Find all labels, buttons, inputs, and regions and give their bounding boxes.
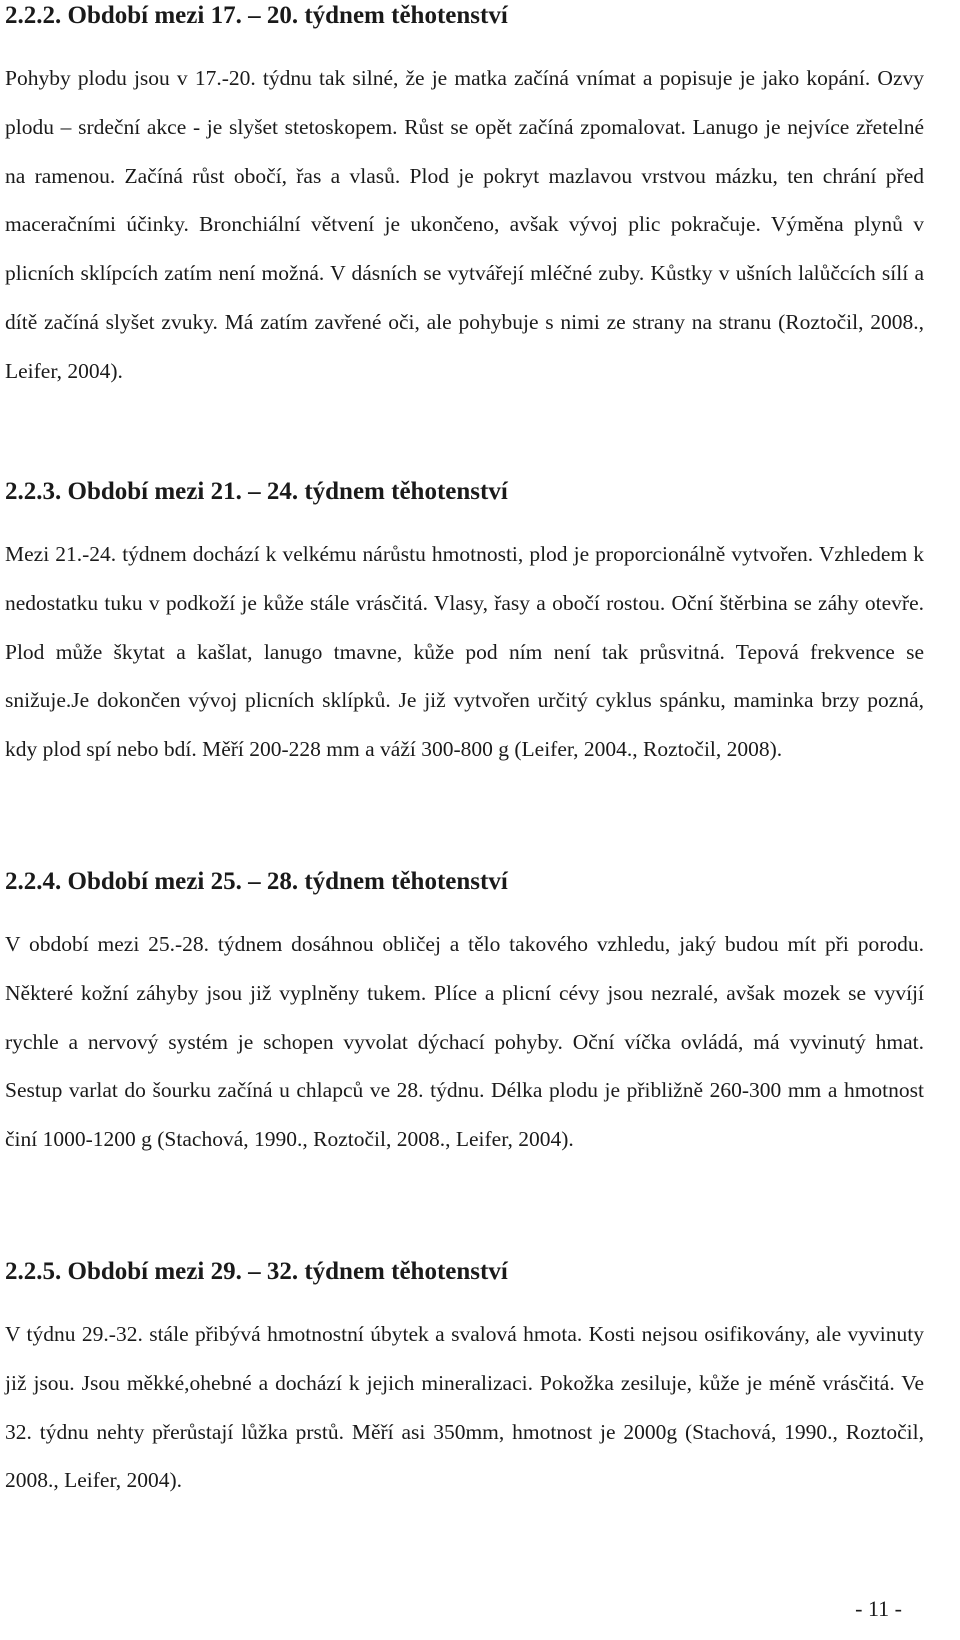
section-17-20-weeks (5, 0, 924, 396)
page-number: - 11 - (855, 1596, 902, 1621)
section-25-28-weeks (5, 866, 924, 1164)
section-paragraph: Pohyby plodu jsou v 17.-20. týdnu tak silné, že je matka začíná vnímat a popisuje je jako kopání. Ozvy plodu – srdeční akce - je slyšet stetoskopem. Růst se opět začíná zpomalovat. Lanugo je nejvíce zřetelné na ramenou. Začíná růst obočí, řas a vlasů. Plod je pokryt mazlavou vrstvou mázku, ten chrání před maceračními účinky. Bronchiální větvení je ukončeno, avšak vývoj plic pokračuje. Výměna plynů v plicních sklípcích zatím není možná. V dásních se vytvářejí mléčné zuby. Kůstky v ušních lalůčcích sílí a dítě začíná slyšet zvuky. Má zatím zavřené oči, ale pohybuje s nimi ze strany na stranu (Roztočil, 2008., Leifer, 2004). (5, 66, 924, 383)
section-heading: 2.2.2. Období mezi 17. – 20. týdnem těhotenství (5, 2, 508, 29)
section-heading: 2.2.4. Období mezi 25. – 28. týdnem těhotenství (5, 868, 508, 895)
section-21-24-weeks (5, 476, 924, 774)
section-29-32-weeks (5, 1256, 924, 1505)
section-paragraph: Mezi 21.-24. týdnem dochází k velkému nárůstu hmotnosti, plod je proporcionálně vytvořen. Vzhledem k nedostatku tuku v podkoží je kůže stále vrásčitá. Vlasy, řasy a obočí rostou. Oční štěrbina se záhy otevře. Plod může škytat a kašlat, lanugo tmavne, kůže pod ním není tak průsvitná. Tepová frekvence se snižuje.Je dokončen vývoj plicních sklípků. Je již vytvořen určitý cyklus spánku, maminka brzy pozná, kdy plod spí nebo bdí. Měří 200-228 mm a váží 300-800 g (Leifer, 2004., Roztočil, 2008). (5, 542, 924, 762)
section-heading: 2.2.3. Období mezi 21. – 24. týdnem těhotenství (5, 478, 508, 505)
section-paragraph: V týdnu 29.-32. stále přibývá hmotnostní úbytek a svalová hmota. Kosti nejsou osifikovány, ale vyvinuty již jsou. Jsou měkké,ohebné a dochází k jejich mineralizaci. Pokožka zesiluje, kůže je méně vrásčitá. Ve 32. týdnu nehty přerůstají lůžka prstů. Měří asi 350mm, hmotnost je 2000g (Stachová, 1990., Roztočil, 2008., Leifer, 2004). (5, 1322, 924, 1493)
section-paragraph: V období mezi 25.-28. týdnem dosáhnou obličej a tělo takového vzhledu, jaký budou mít při porodu. Některé kožní záhyby jsou již vyplněny tukem. Plíce a plicní cévy jsou nezralé, avšak mozek se vyvíjí rychle a nervový systém je schopen vyvolat dýchací pohyby. Oční víčka ovládá, má vyvinutý hmat. Sestup varlat do šourku začíná u chlapců ve 28. týdnu. Délka plodu je přibližně 260-300 mm a hmotnost činí 1000-1200 g (Stachová, 1990., Roztočil, 2008., Leifer, 2004). (5, 932, 924, 1152)
section-heading: 2.2.5. Období mezi 29. – 32. týdnem těhotenství (5, 1258, 508, 1285)
